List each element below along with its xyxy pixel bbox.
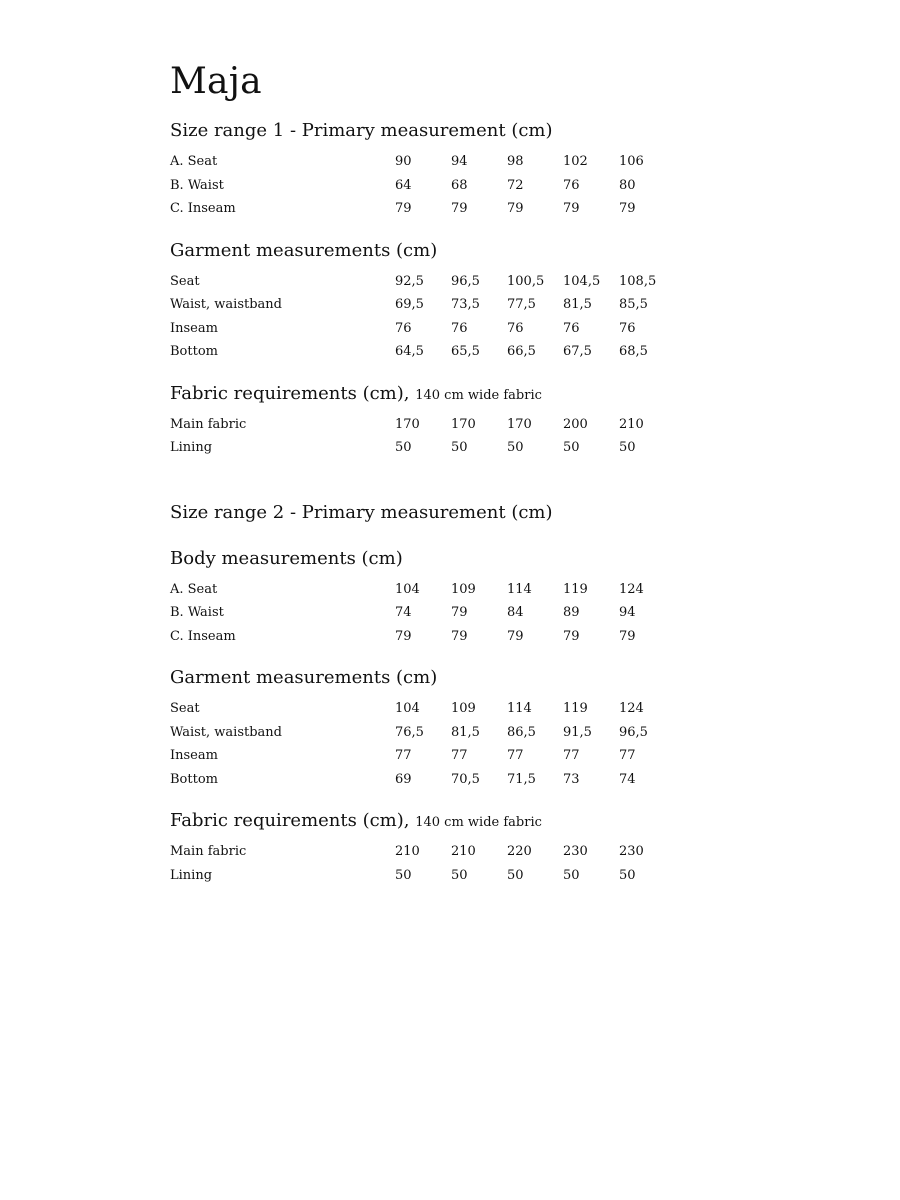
size-range-2-garment-heading: Garment measurements (cm) xyxy=(170,667,438,688)
size-value: 90 xyxy=(395,154,412,170)
size-value: 50 xyxy=(619,440,636,456)
size-value: 50 xyxy=(507,867,524,883)
size-range-2-heading: Size range 2 - Primary measurement (cm) xyxy=(170,501,553,523)
size-value: 80 xyxy=(619,177,636,193)
row-label: C. Inseam xyxy=(170,201,236,217)
table-row xyxy=(170,697,690,721)
size-value: 76 xyxy=(619,320,636,336)
row-label: Waist, waistband xyxy=(170,297,282,313)
size-value: 85,5 xyxy=(619,297,648,313)
row-label: Bottom xyxy=(170,344,218,360)
size-value: 50 xyxy=(395,867,412,883)
table-row xyxy=(170,864,690,888)
size-range-1-body-table xyxy=(170,150,690,221)
table-row xyxy=(170,625,690,649)
size-value: 81,5 xyxy=(563,297,592,313)
size-value: 86,5 xyxy=(507,724,536,740)
size-value: 210 xyxy=(619,416,644,432)
size-value: 79 xyxy=(563,201,580,217)
size-value: 124 xyxy=(619,581,644,597)
size-value: 64 xyxy=(395,177,412,193)
row-label: Inseam xyxy=(170,748,218,764)
row-label: Seat xyxy=(170,701,200,717)
size-value: 89 xyxy=(563,605,580,621)
table-row xyxy=(170,436,690,460)
size-value: 77 xyxy=(451,748,468,764)
size-value: 77 xyxy=(507,748,524,764)
size-value: 79 xyxy=(395,628,412,644)
size-value: 79 xyxy=(563,628,580,644)
size-value: 74 xyxy=(619,771,636,787)
size-value: 76 xyxy=(507,320,524,336)
row-label: Lining xyxy=(170,867,213,883)
size-value: 66,5 xyxy=(507,344,536,360)
size-value: 108,5 xyxy=(619,273,657,289)
size-value: 109 xyxy=(451,581,476,597)
size-value: 220 xyxy=(507,844,532,860)
size-value: 100,5 xyxy=(507,273,545,289)
size-value: 106 xyxy=(619,154,644,170)
size-value: 77 xyxy=(395,748,412,764)
size-range-2-garment-table xyxy=(170,697,690,791)
size-value: 79 xyxy=(507,201,524,217)
size-value: 79 xyxy=(619,201,636,217)
size-value: 79 xyxy=(451,201,468,217)
size-value: 79 xyxy=(619,628,636,644)
size-value: 50 xyxy=(507,440,524,456)
size-range-1-garment-heading: Garment measurements (cm) xyxy=(170,239,438,261)
size-value: 230 xyxy=(563,844,588,860)
size-range-2-body-table xyxy=(170,578,690,649)
size-value: 50 xyxy=(619,867,636,883)
size-value: 98 xyxy=(507,154,524,170)
fabric-width-note: 140 cm wide fabric xyxy=(415,815,542,830)
size-value: 77,5 xyxy=(507,297,536,313)
row-label: Main fabric xyxy=(170,844,247,860)
table-row xyxy=(170,744,690,768)
table-row xyxy=(170,174,690,198)
size-value: 50 xyxy=(563,867,580,883)
size-value: 68 xyxy=(451,177,468,193)
table-row xyxy=(170,768,690,792)
size-value: 119 xyxy=(563,701,588,717)
row-label: Seat xyxy=(170,273,200,289)
row-label: Waist, waistband xyxy=(170,724,282,740)
row-label: A. Seat xyxy=(170,154,218,170)
size-value: 96,5 xyxy=(451,273,480,289)
size-value: 96,5 xyxy=(619,724,648,740)
table-row xyxy=(170,578,690,602)
size-value: 76 xyxy=(451,320,468,336)
row-label: B. Waist xyxy=(170,605,224,621)
table-row xyxy=(170,413,690,437)
size-range-1 xyxy=(170,122,730,460)
size-value: 114 xyxy=(507,701,532,717)
row-label: Lining xyxy=(170,440,213,456)
range-spacer xyxy=(170,460,730,482)
size-value: 79 xyxy=(395,201,412,217)
size-value: 70,5 xyxy=(451,771,480,787)
size-range-1-garment-table xyxy=(170,270,690,364)
row-label: A. Seat xyxy=(170,581,218,597)
size-value: 50 xyxy=(395,440,412,456)
size-value: 104 xyxy=(395,581,420,597)
size-range-1-fabric-table xyxy=(170,413,690,460)
size-value: 79 xyxy=(507,628,524,644)
size-value: 94 xyxy=(619,605,636,621)
size-value: 102 xyxy=(563,154,588,170)
size-value: 91,5 xyxy=(563,724,592,740)
size-value: 71,5 xyxy=(507,771,536,787)
table-row xyxy=(170,150,690,174)
size-value: 74 xyxy=(395,605,412,621)
size-value: 92,5 xyxy=(395,273,424,289)
size-value: 76 xyxy=(563,320,580,336)
size-range-2-fabric-heading xyxy=(170,812,730,830)
size-value: 79 xyxy=(451,628,468,644)
table-row xyxy=(170,601,690,625)
size-value: 76 xyxy=(395,320,412,336)
size-value: 104 xyxy=(395,701,420,717)
measurement-page xyxy=(170,61,730,887)
table-row xyxy=(170,197,690,221)
row-label: C. Inseam xyxy=(170,628,236,644)
row-label: Main fabric xyxy=(170,416,247,432)
size-value: 104,5 xyxy=(563,273,601,289)
size-value: 200 xyxy=(563,416,588,432)
size-value: 50 xyxy=(451,440,468,456)
row-label: B. Waist xyxy=(170,177,224,193)
page-title: Maja xyxy=(170,61,262,102)
size-range-1-fabric-heading xyxy=(170,382,730,404)
size-value: 72 xyxy=(507,177,524,193)
row-label: Bottom xyxy=(170,771,218,787)
size-value: 67,5 xyxy=(563,344,592,360)
size-value: 69 xyxy=(395,771,412,787)
size-value: 119 xyxy=(563,581,588,597)
size-value: 65,5 xyxy=(451,344,480,360)
size-value: 81,5 xyxy=(451,724,480,740)
size-value: 77 xyxy=(619,748,636,764)
fabric-heading-text: Fabric requirements (cm), xyxy=(170,810,410,831)
fabric-width-note: 140 cm wide fabric xyxy=(415,387,542,403)
range-spacer xyxy=(170,482,730,504)
size-value: 68,5 xyxy=(619,344,648,360)
size-value: 210 xyxy=(451,844,476,860)
size-range-2-body-heading: Body measurements (cm) xyxy=(170,547,403,569)
size-value: 210 xyxy=(395,844,420,860)
size-value: 76,5 xyxy=(395,724,424,740)
size-value: 50 xyxy=(451,867,468,883)
table-row xyxy=(170,340,690,364)
size-value: 230 xyxy=(619,844,644,860)
size-value: 76 xyxy=(563,177,580,193)
size-value: 77 xyxy=(563,748,580,764)
size-value: 69,5 xyxy=(395,297,424,313)
table-row xyxy=(170,317,690,341)
table-row xyxy=(170,293,690,317)
size-value: 73,5 xyxy=(451,297,480,313)
size-range-2 xyxy=(170,501,730,888)
table-row xyxy=(170,840,690,864)
size-value: 170 xyxy=(507,416,532,432)
size-range-2-fabric-table xyxy=(170,840,690,887)
size-value: 170 xyxy=(395,416,420,432)
size-value: 64,5 xyxy=(395,344,424,360)
size-value: 73 xyxy=(563,771,580,787)
size-range-1-heading: Size range 1 - Primary measurement (cm) xyxy=(170,120,553,141)
table-row xyxy=(170,270,690,294)
size-value: 109 xyxy=(451,701,476,717)
fabric-heading-text: Fabric requirements (cm), xyxy=(170,382,410,404)
size-value: 124 xyxy=(619,701,644,717)
row-label: Inseam xyxy=(170,320,218,336)
table-row xyxy=(170,721,690,745)
size-value: 79 xyxy=(451,605,468,621)
size-value: 94 xyxy=(451,154,468,170)
size-value: 114 xyxy=(507,581,532,597)
size-value: 84 xyxy=(507,605,524,621)
size-value: 50 xyxy=(563,440,580,456)
size-value: 170 xyxy=(451,416,476,432)
